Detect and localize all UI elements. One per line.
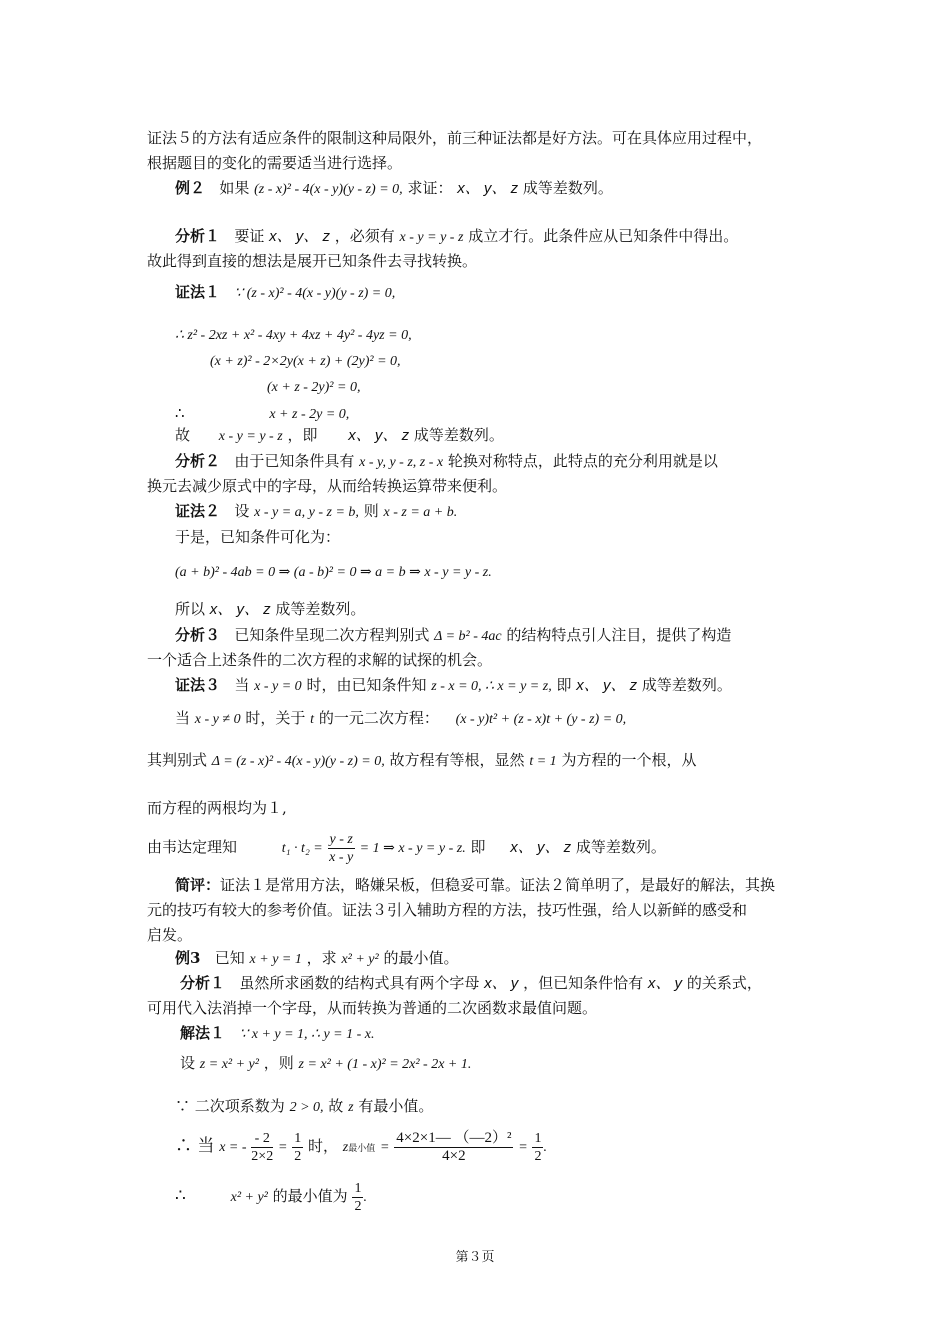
solution-label: 解法１ (180, 1024, 226, 1042)
text: 则 (363, 502, 379, 520)
variables: x、 y、 z (510, 839, 572, 856)
text: 设 (180, 1054, 196, 1072)
variables: x、 y、 z (457, 180, 519, 197)
text: 要证 (234, 227, 265, 245)
equation: 2 > 0, (289, 1100, 324, 1115)
fraction (328, 831, 355, 866)
equation: z = x² + y² (199, 1057, 259, 1072)
proof-label: 证法１ (175, 283, 221, 301)
text-line: 根据题目的变化的需要适当进行选择。 (147, 154, 403, 172)
review-label: 简评： (175, 876, 221, 894)
text: ，但已知条件恰有 (523, 974, 644, 992)
equation: x = - (219, 1140, 247, 1155)
text-line: 元的技巧有较大的参考价值。证法３引入辅助方程的方法，技巧性强，给人以新鲜的感受和 (147, 901, 748, 919)
analysis-2-line (175, 451, 718, 473)
analysis-label: 分析１ (180, 974, 226, 992)
equation: = (277, 1140, 288, 1155)
text-line: 可用代入法消掉一个字母，从而转换为普通的二次函数求最值问题。 (147, 999, 598, 1017)
fraction-denominator: 2 (534, 1148, 542, 1164)
equation: ∵ (z - x)² - 4(x - y)(y - z) = 0, (234, 286, 396, 301)
variables: x、 y、 z (209, 601, 271, 618)
text: ，必须有 (334, 227, 395, 245)
analysis-3-line (175, 625, 731, 647)
fraction-numerator: 1 (354, 1180, 362, 1196)
example-3-line (175, 948, 459, 970)
text-line: 而方程的两根均为１, (147, 799, 287, 817)
equation: x² + y² (230, 1190, 268, 1205)
solution-1-line (180, 1023, 375, 1045)
text: 成立才行。此条件应从已知条件中得出。 (468, 227, 739, 245)
equation: t = 1 (529, 754, 557, 769)
text: ，即 (287, 426, 318, 444)
variable-t: t (310, 712, 315, 727)
equation: x - z = a + b. (383, 505, 458, 520)
text: 成等差数列。 (275, 600, 366, 618)
equation: x - y = y - z (399, 230, 464, 245)
equation-line (175, 1096, 433, 1118)
equation-line: (a + b)² - 4ab = 0 ⇒ (a - b)² = 0 ⇒ a = b ⇒ x - y = y - z. (175, 565, 492, 580)
equation: (z - x)² - 4(x - y)(y - z) = 0, (254, 182, 403, 197)
equation-line (180, 1053, 471, 1075)
variables: x、 y (484, 975, 519, 992)
equation: Δ = b² - 4ac (434, 629, 502, 644)
text: 当 (175, 709, 191, 727)
fraction-numerator: y - z (329, 831, 353, 847)
text: 由韦达定理知 (147, 838, 238, 856)
equation-line (147, 826, 666, 868)
text: 的一元二次方程： (318, 709, 439, 727)
equation: = 1 ⇒ x - y = y - z. (359, 841, 466, 856)
text: 证法１是常用方法，略嫌呆板，但稳妥可靠。证法２简单明了，是最好的解法，其换 (220, 876, 776, 894)
fraction (292, 1130, 303, 1165)
proof-2-line (175, 501, 457, 523)
equation-line (147, 750, 696, 772)
text: 设 (234, 502, 250, 520)
text: 成等差数列。 (522, 179, 613, 197)
variables: x、 y、 z (269, 228, 330, 245)
text: ∵ 二次项系数为 (175, 1097, 285, 1115)
text-line: 证法５的方法有适应条件的限制这种局限外，前三种证法都是好方法。可在具体应用过程中， (147, 129, 763, 147)
variables: x、 y、 z (576, 677, 638, 694)
fraction-denominator: x - y (329, 849, 354, 865)
fraction (532, 1130, 543, 1165)
text: 如果 (219, 179, 250, 197)
therefore-symbol: ∴ (175, 404, 185, 422)
variable-z: z (348, 1100, 354, 1115)
text-line: 于是，已知条件可化为： (175, 528, 341, 546)
text-line: 换元去减少原式中的字母，从而给转换运算带来便利。 (147, 477, 508, 495)
text-line: 启发。 (147, 926, 193, 944)
conclusion-line: ∴ x² + y² 的最小值为 $\frac{1}{2}$ . (175, 1180, 367, 1214)
page-number: 第３页 (455, 1250, 495, 1265)
equation: (x - y)t² + (z - x)t + (y - z) = 0, (455, 712, 627, 727)
analysis-label: 分析３ (175, 626, 221, 644)
text: 当 (234, 676, 250, 694)
text: ，则 (263, 1054, 294, 1072)
analysis-line (180, 973, 762, 994)
equation: t₁ · t₂ = (281, 841, 323, 856)
equation-line: ∴ z² - 2xz + x² - 4xy + 4xz + 4y² - 4yz = 0, (175, 328, 412, 343)
equation: ∵ x + y = 1, ∴ y = 1 - x. (239, 1027, 375, 1042)
text-line: 一个适合上述条件的二次方程的求解的试探的机会。 (147, 651, 493, 669)
text: 已知 (214, 949, 245, 967)
fraction-numerator: 4×2×1— （—2）² (396, 1129, 512, 1146)
fraction-denominator: 2 (294, 1148, 302, 1164)
text: 的结构特点引人注目，提供了构造 (506, 626, 732, 644)
equation: x² + y² (341, 952, 379, 967)
text: 成等差数列。 (413, 426, 504, 444)
proof-label: 证法３ (175, 676, 221, 694)
text: 故 (175, 426, 191, 444)
equation-line: (x + z - 2y)² = 0, (267, 380, 361, 395)
equation-line (175, 708, 626, 730)
text: 即 (556, 676, 572, 694)
subscript: 最小值 (348, 1144, 376, 1154)
text-line: 故此得到直接的想法是展开已知条件去寻找转换。 (147, 252, 478, 270)
text: 虽然所求函数的结构式具有两个字母 (239, 974, 480, 992)
fraction (352, 1180, 363, 1215)
fraction (394, 1130, 513, 1165)
text: 故方程有等根，显然 (389, 751, 525, 769)
equation: x - y = 0 (254, 679, 302, 694)
text: 其判别式 (147, 751, 208, 769)
text: 由于已知条件具有 (234, 452, 355, 470)
equation: z = x² + (1 - x)² = 2x² - 2x + 1. (298, 1057, 472, 1072)
text: 求证： (407, 179, 453, 197)
proof-1-line (175, 282, 395, 304)
text: ，求 (306, 949, 337, 967)
equation-line (175, 403, 349, 425)
analysis-1-line (175, 226, 738, 248)
text: 成等差数列。 (641, 676, 732, 694)
review-line (175, 875, 775, 895)
equation-line: (x + z)² - 2×2y(x + z) + (2y)² = 0, (210, 354, 401, 369)
analysis-label: 分析２ (175, 452, 221, 470)
text: 有最小值。 (358, 1097, 434, 1115)
variables: x、 y (647, 975, 683, 992)
proof-3-line (175, 675, 732, 697)
text: 时， (308, 1137, 339, 1155)
text: 故 (328, 1097, 344, 1115)
equation-line: ∴ 当 x = - $\frac{- 2}{2\times 2}$ = $\frac{1}{2}$ 时， z最小值 = $\frac{\text{4×2×1— （—2）²}}{4\times 2}$ = $\frac{1}{2}$ . (175, 1129, 547, 1164)
text: 的最小值为 (272, 1187, 348, 1205)
fraction-numerator: 1 (294, 1130, 302, 1146)
conclusion-line (175, 425, 504, 447)
equation: x - y ≠ 0 (194, 712, 241, 727)
text: 成等差数列。 (575, 838, 666, 856)
text: 已知条件呈现二次方程判别式 (234, 626, 430, 644)
fraction-denominator: 4×2 (442, 1147, 466, 1164)
fraction-numerator: 1 (534, 1130, 542, 1146)
fraction-denominator: 2×2 (251, 1148, 274, 1164)
example-2-line (175, 178, 613, 200)
equation: x + y = 1 (249, 952, 302, 967)
variables: x、 y、 z (348, 427, 410, 444)
text: 所以 (175, 600, 206, 618)
therefore-symbol: ∴ (175, 1186, 186, 1206)
text: 的最小值。 (383, 949, 459, 967)
fraction-denominator: 2 (354, 1198, 362, 1214)
equation: x + z - 2y = 0, (269, 407, 350, 422)
text: ∴ 当 (175, 1136, 215, 1156)
text: 的关系式， (686, 974, 762, 992)
text: 时，由已知条件知 (306, 676, 427, 694)
equation: z - x = 0, ∴ x = y = z, (431, 679, 552, 694)
text: 轮换对称特点，此特点的充分利用就是以 (447, 452, 718, 470)
example-label: 例3 (175, 949, 201, 967)
analysis-label: 分析１ (175, 227, 221, 245)
fraction (251, 1130, 273, 1165)
equation: x - y = a, y - z = b, (254, 505, 359, 520)
text: 为方程的一个根，从 (561, 751, 697, 769)
equation: Δ = (z - x)² - 4(x - y)(y - z) = 0, (211, 754, 385, 769)
proof-label: 证法２ (175, 502, 221, 520)
equation: x - y = y - z (218, 429, 283, 444)
text: 时，关于 (245, 709, 306, 727)
variable-z: z (342, 1140, 349, 1155)
example-label: 例２ (175, 179, 206, 197)
conclusion-line (175, 599, 365, 620)
text: 即 (470, 838, 486, 856)
fraction-numerator: - 2 (251, 1130, 273, 1148)
equation: x - y, y - z, z - x (359, 455, 444, 470)
